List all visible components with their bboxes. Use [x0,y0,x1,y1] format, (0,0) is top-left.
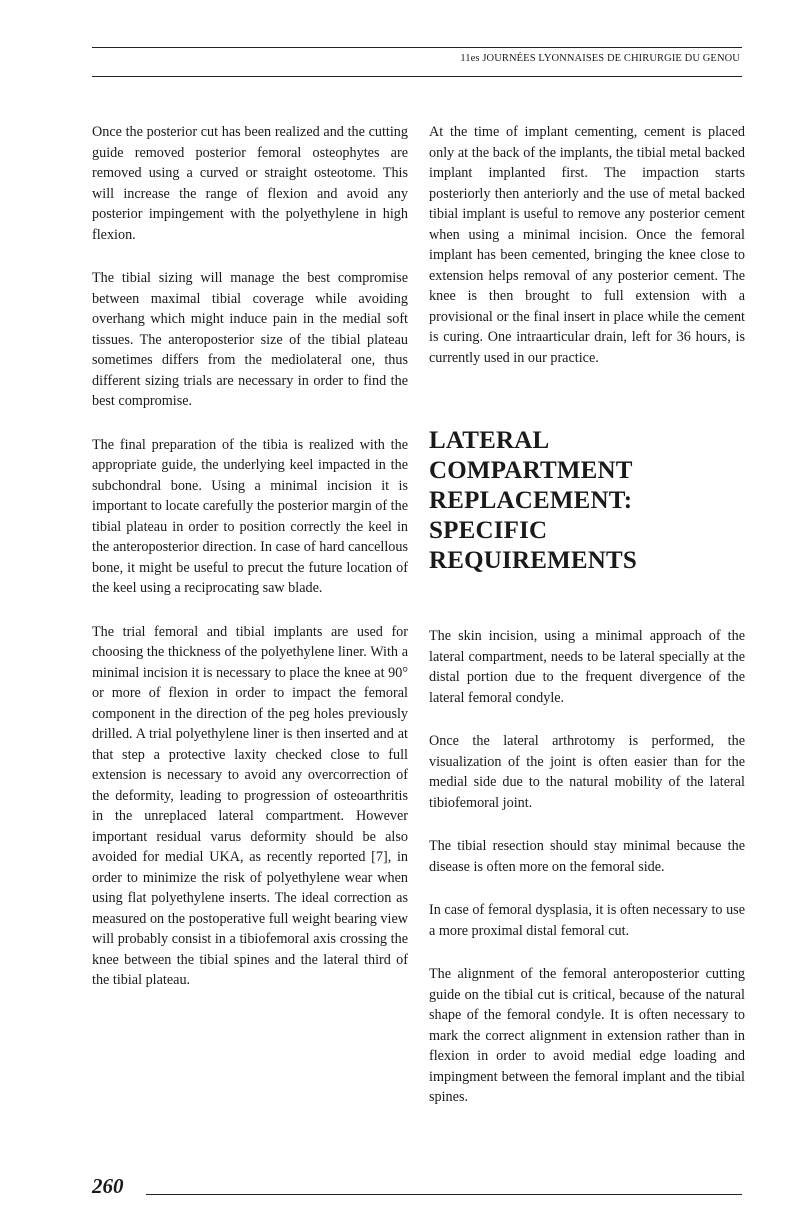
paragraph: At the time of implant cementing, cement is placed only at the back of the implants, the tibial metal backed implant implanted first. The impaction starts posteriorly then anteriorly and the use of metal backed tibial implant is useful to remove any posterior cement when using a minimal incision. Once the femoral implant has been cemented, bringing the knee close to extension helps removal of any posterior cement. The knee is then brought to full extension with a provisional or the final insert in place while the cement is curing. One intraarticular drain, left for 36 hours, is currently used in our practice. [429,124,745,366]
paragraph: The tibial sizing will manage the best compromise between maximal tibial coverage while avoiding overhang which might induce pain in the medial soft tissues. The anteroposterior size of the tibial plateau sometimes differs from the mediolateral one, thus different sizing trials are necessary in order to find the best compromise. [92,270,408,409]
left-column [92,122,408,1014]
paragraph: Once the posterior cut has been realized and the cutting guide removed posterior femoral osteophytes are removed using a curved or straight osteotome. This will increase the range of flexion and avoid any posterior impingement with the polyethylene in high flexion. [92,124,408,243]
right-column [429,122,745,1131]
paragraph: Once the lateral arthrotomy is performed, the visualization of the joint is often easier than for the medial side due to the natural mobility of the lateral tibiofemoral joint. [429,733,745,811]
paragraph: The final preparation of the tibia is realized with the appropriate guide, the underlying keel impacted in the subchondral bone. Using a minimal incision it is important to locate carefully the posterior margin of the tibial plateau in order to position correctly the keel in the anteroposterior direction. In case of hard cancellous bone, it might be useful to precut the future location of the keel using a reciprocating saw blade. [92,436,408,596]
paragraph: The tibial resection should stay minimal because the disease is often more on the femoral side. [429,838,745,875]
paragraph: The skin incision, using a minimal approach of the lateral compartment, needs to be lateral specially at the distal portion due to the frequent divergence of the lateral femoral condyle. [429,628,745,706]
running-header: 11es JOURNÉES LYONNAISES DE CHIRURGIE DU GENOU [460,53,740,64]
footer-rule [146,1194,742,1195]
header-rule-bottom [92,76,742,77]
paragraph: The trial femoral and tibial implants are used for choosing the thickness of the polyethylene liner. With a minimal incision it is necessary to place the knee at 90° or more of flexion in order to impact the femoral component in the direction of the peg holes previously drilled. A trial polyethylene liner is then inserted and at that step a protective laxity checked close to full extension is necessary to avoid any overcorrection of the deformity, leading to progression of osteoarthritis in the unreplaced lateral compartment. However important residual varus deformity should be also avoided for medial UKA, as recently reported [7], in order to minimize the risk of polyethylene wear when using flat polyethylene inserts. The ideal correction as measured on the postoperative full weight bearing view will probably consist in a tibiofemoral axis crossing the knee between the tibial spines and the lateral third of the tibial plateau. [92,623,408,988]
header-rule-top [92,47,742,48]
page-number: 260 [92,1174,124,1198]
paragraph: The alignment of the femoral anteroposterior cutting guide on the tibial cut is critical, because of the natural shape of the femoral condyle. It is often necessary to mark the correct alignment in extension rather than in flexion in order to avoid medial edge loading and impingment between the femoral implant and the tibial spines. [429,966,745,1105]
paragraph: In case of femoral dysplasia, it is often necessary to use a more proximal distal femoral cut. [429,902,745,939]
section-heading: LATERAL COMPARTMENT REPLACEMENT: SPECIFIC REQUIREMENTS [429,427,637,574]
